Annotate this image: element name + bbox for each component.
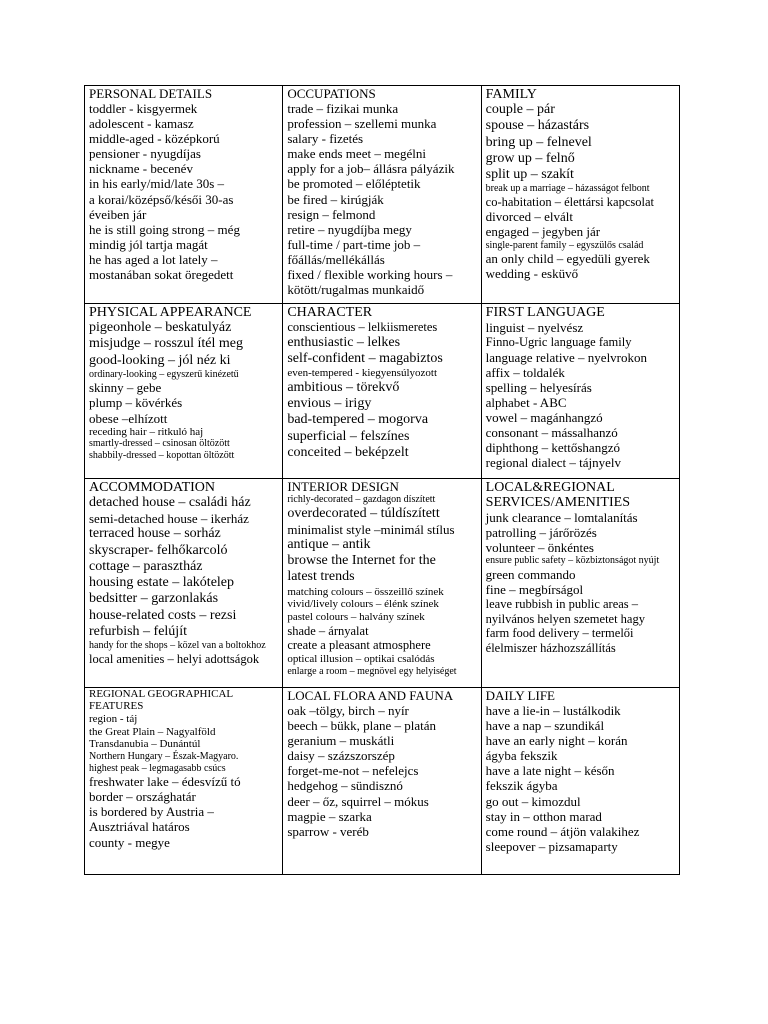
vocab-entry: antique – antik [287,536,371,552]
vocab-entry: spouse – házastárs [485,118,590,134]
vocab-entry: border – országhatár [89,789,196,805]
vocab-entry: highest peak – legmagasabb csúcs [89,762,226,774]
vocab-entry: affix – toldalék [485,364,565,380]
vocab-entry: he is still going strong – még [89,221,240,237]
vocab-entry: semi-detached house – ikerház [89,511,249,527]
vocab-entry: be promoted – előléptetik [287,176,421,192]
vocab-entry: skyscraper- felhőkarcoló [89,542,228,558]
vocab-entry: trade – fizikai munka [287,101,399,117]
vocab-entry: self-confident – magabiztos [287,350,443,366]
vocab-entry: even-tempered - kiegyensúlyozott [287,367,437,380]
vocab-entry: regional dialect – tájnyelv [485,455,622,471]
vocab-entry: daisy – százszorszép [287,748,395,764]
vocab-entry: Ausztriával határos [89,819,190,835]
vocab-entry: divorced – elvált [485,209,574,225]
vocab-entry: stay in – otthon marad [485,808,602,824]
vocab-entry: smartly-dressed – csinosan öltözött [89,438,230,450]
vocab-cell [283,86,481,304]
vocab-entry: have an early night – korán [485,733,628,749]
vocab-entry: ágyba fekszik [485,748,558,764]
vocab-entry: region - táj [89,712,138,725]
vocab-entry: Finno-Ugric language family [485,335,632,350]
vocab-entry: an only child – egyedüli gyerek [485,251,650,267]
vocab-entry: élelmiszer házhozszállítás [485,640,616,655]
vocab-entry: break up a marriage – házasságot felbont [485,183,650,195]
cell-heading: REGIONAL GEOGRAPHICAL FEATURES [89,688,233,712]
vocab-entry: latest trends [287,569,355,585]
vocab-entry: vivid/lively colours – élénk színek [287,598,439,611]
vocab-entry: profession – szellemi munka [287,116,437,132]
vocab-entry: go out – kimozdul [485,793,581,809]
vocab-entry: shabbily-dressed – kopottan öltözött [89,449,235,461]
vocab-entry: local amenities – helyi adottságok [89,651,260,666]
vocab-entry: resign – felmond [287,206,376,222]
vocab-entry: hedgehog – sündisznó [287,778,403,794]
vocab-entry: pensioner - nyugdíjas [89,146,201,162]
vocab-entry: ambitious – törekvő [287,379,400,395]
vocab-entry: he has aged a lot lately – [89,251,218,267]
vocab-cell [481,86,679,304]
vocab-entry: middle-aged - középkorú [89,131,220,147]
vocab-entry: housing estate – lakótelep [89,575,235,591]
table-row [85,688,680,875]
vocab-entry: refurbish – felújít [89,623,187,639]
cell-heading: FIRST LANGUAGE [485,305,605,320]
vocab-entry: richly-decorated – gazdagon díszített [287,494,436,506]
vocab-entry: apply for a job– állásra pályázik [287,161,455,177]
vocab-entry: grow up – felnő [485,150,575,166]
vocab-entry: fixed / flexible working hours – [287,266,453,282]
vocab-entry: matching colours – összeillő színek [287,585,444,598]
vocab-entry: minimalist style –minimál stílus [287,521,455,537]
vocab-entry: magpie – szarka [287,808,372,824]
vocab-entry: Transdanubia – Dunántúl [89,738,201,751]
vocab-entry: green commando [485,567,576,583]
vocab-entry: cottage – parasztház [89,558,203,574]
vocab-entry: sparrow - veréb [287,823,369,839]
vocab-entry: have a nap – szundikál [485,718,605,734]
vocab-entry: house-related costs – rezsi [89,607,237,623]
vocab-entry: patrolling – járőrözés [485,525,597,541]
cell-heading: PHYSICAL APPEARANCE [89,305,252,320]
vocab-entry: spelling – helyesírás [485,379,592,395]
vocab-entry: freshwater lake – édesvízű tó [89,774,241,790]
vocab-entry: conscientious – lelkiismeretes [287,320,438,335]
vocab-entry: split up – szakít [485,167,574,183]
vocab-entry: linguist – nyelvész [485,320,584,336]
vocab-entry: the Great Plain – Nagyalföld [89,725,216,738]
vocab-entry: conceited – beképzelt [287,444,409,460]
vocab-entry: sleepover – pizsamaparty [485,838,618,854]
vocabulary-table [84,85,680,875]
vocab-entry: éveiben jár [89,206,147,222]
vocab-entry: toddler - kisgyermek [89,101,198,117]
vocab-entry: alphabet - ABC [485,394,567,410]
vocab-entry: skinny – gebe [89,380,162,396]
cell-heading: CHARACTER [287,305,373,320]
vocab-entry: geranium – muskátli [287,733,395,749]
vocab-entry: a korai/középső/késői 30-as [89,191,234,207]
vocab-entry: enthusiastic – lelkes [287,334,401,350]
vocab-entry: make ends meet – megélni [287,146,426,162]
cell-heading: OCCUPATIONS [287,86,376,101]
vocab-entry: language relative – nyelvrokon [485,349,648,365]
vocab-entry: leave rubbish in public areas – [485,597,639,612]
vocab-entry: adolescent - kamasz [89,116,194,132]
vocab-entry: create a pleasant atmosphere [287,638,431,653]
vocab-entry: handy for the shops – közel van a boltokhoz [89,640,266,652]
vocab-entry: is bordered by Austria – [89,804,214,820]
vocab-cell [85,688,283,875]
vocab-entry: retire – nyugdíjba megy [287,221,412,237]
vocab-entry: detached house – családi ház [89,495,251,511]
vocab-entry: engaged – jegyben jár [485,224,601,240]
vocab-entry: mindig jól tartja magát [89,236,208,252]
cell-heading: LOCAL&REGIONAL SERVICES/AMENITIES [485,480,630,511]
vocab-entry: salary - fizetés [287,131,364,147]
vocab-entry: single-parent family – egyszülős család [485,239,644,251]
vocab-cell [283,688,481,875]
vocab-entry: fekszik ágyba [485,778,558,794]
cell-heading: PERSONAL DETAILS [89,86,213,101]
vocab-entry: beech – bükk, plane – platán [287,718,437,734]
vocab-entry: have a lie-in – lustálkodik [485,703,621,719]
vocab-entry: bedsitter – garzonlakás [89,591,219,607]
vocab-entry: nyilvános helyen szemetet hagy [485,611,645,626]
vocab-entry: envious – irigy [287,396,372,412]
vocab-cell [283,479,481,688]
vocab-entry: terraced house – sorház [89,526,221,542]
vocab-entry: fine – megbírságol [485,582,584,598]
table-row [85,304,680,479]
vocab-entry: vowel – magánhangzó [485,410,603,425]
vocab-entry: bad-tempered – mogorva [287,412,429,428]
vocab-entry: optical illusion – optikai csalódás [287,652,435,665]
vocab-cell [481,688,679,875]
vocab-cell [85,304,283,479]
vocab-entry: Northern Hungary – Észak-Magyaro. [89,751,239,762]
vocab-cell [85,86,283,304]
cell-heading: ACCOMMODATION [89,480,216,495]
vocab-entry: have a late night – későn [485,763,615,779]
vocab-entry: good-looking – jól néz ki [89,352,231,368]
vocab-entry: junk clearance – lomtalanítás [485,510,638,526]
vocab-entry: in his early/mid/late 30s – [89,176,225,192]
vocab-entry: plump – kövérkés [89,395,183,411]
vocab-cell [283,304,481,479]
cell-heading: INTERIOR DESIGN [287,479,399,494]
vocab-entry: browse the Internet for the [287,553,436,569]
vocab-entry: pigeonhole – beskatulyáz [89,320,232,336]
cell-heading: DAILY LIFE [485,688,555,703]
vocab-entry: kötött/rugalmas munkaidő [287,281,425,297]
vocab-entry: diphthong – kettőshangzó [485,440,620,456]
vocab-entry: mostanában sokat öregedett [89,266,234,282]
vocab-entry: couple – pár [485,102,555,118]
vocab-entry: misjudge – rosszul ítél meg [89,336,243,352]
vocab-entry: superficial – felszínes [287,428,410,444]
vocab-entry: co-habitation – élettársi kapcsolat [485,194,654,209]
cell-heading: LOCAL FLORA AND FAUNA [287,688,454,703]
vocab-entry: oak –tölgy, birch – nyír [287,703,409,719]
vocab-entry: receding hair – ritkuló haj [89,425,204,438]
vocab-entry: forget-me-not – nefelejcs [287,763,419,779]
vocab-entry: consonant – mássalhanzó [485,425,618,441]
vocab-entry: wedding - esküvő [485,266,579,282]
vocab-cell [85,479,283,688]
vocab-entry: ordinary-looking – egyszerű kinézetű [89,368,239,380]
vocab-entry: county - megye [89,834,170,850]
table-row [85,86,680,304]
vocab-entry: farm food delivery – termelői [485,626,634,641]
vocab-entry: shade – árnyalat [287,623,369,638]
vocab-entry: overdecorated – túldíszített [287,505,440,521]
cell-heading: FAMILY [485,87,537,102]
vocab-cell [481,304,679,479]
vocab-entry: pastel colours – halvány színek [287,611,425,624]
vocab-entry: ensure public safety – közbiztonságot nyújt [485,555,660,567]
vocab-cell [481,479,679,688]
vocab-entry: enlarge a room – megnövel egy helyiséget [287,665,457,677]
vocab-entry: obese –elhízott [89,410,168,426]
vocab-entry: bring up – felnevel [485,134,592,150]
vocab-entry: deer – őz, squirrel – mókus [287,793,429,809]
vocab-entry: nickname - becenév [89,161,193,177]
vocab-entry: volunteer – önkéntes [485,540,594,556]
vocab-entry: főállás/mellékállás [287,251,385,267]
vocab-entry: be fired – kirúgják [287,191,384,207]
vocab-entry: full-time / part-time job – [287,236,421,252]
table-row [85,479,680,688]
vocab-entry: come round – átjön valakihez [485,823,640,839]
